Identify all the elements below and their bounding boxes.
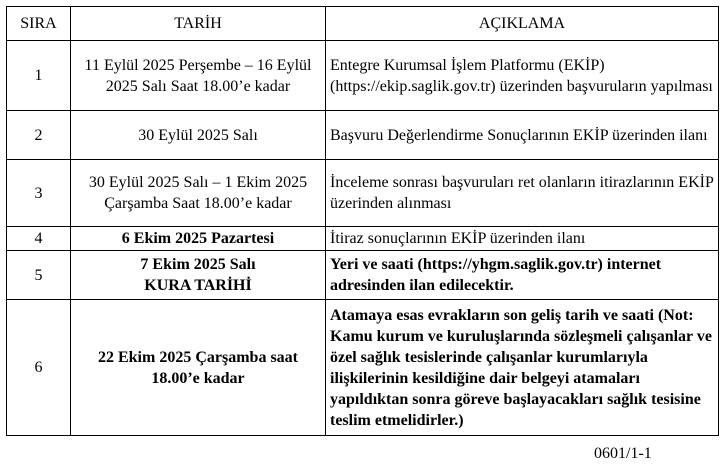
row-date-line: 7 Ekim 2025 Salı — [140, 256, 256, 273]
row-number: 4 — [7, 227, 71, 251]
table-row — [7, 251, 719, 300]
row-number: 5 — [7, 251, 71, 300]
row-date: 6 Ekim 2025 Pazartesi — [71, 227, 326, 251]
row-date: 22 Ekim 2025 Çarşamba saat 18.00’e kadar — [71, 300, 326, 436]
row-date: 11 Eylül 2025 Perşembe – 16 Eylül 2025 Salı Saat 18.00’e kadar — [71, 41, 326, 111]
table-header-row — [7, 7, 719, 41]
row-date: 30 Eylül 2025 Salı – 1 Ekim 2025 Çarşamba Saat 18.00’e kadar — [71, 160, 326, 227]
row-number: 3 — [7, 160, 71, 227]
row-description: Başvuru Değerlendirme Sonuçlarının EKİP üzerinden ilanı — [326, 111, 719, 160]
table-row — [7, 227, 719, 251]
row-date: 30 Eylül 2025 Salı — [71, 111, 326, 160]
schedule-table — [6, 6, 719, 436]
row-number: 6 — [7, 300, 71, 436]
row-number: 2 — [7, 111, 71, 160]
table-row — [7, 111, 719, 160]
row-number: 1 — [7, 41, 71, 111]
row-description: Yeri ve saati (https://yhgm.saglik.gov.tr) internet adresinden ilan edilecektir. — [326, 251, 719, 300]
table-row — [7, 41, 719, 111]
row-date — [71, 251, 326, 300]
header-sira: SIRA — [7, 7, 71, 41]
header-tarih: TARİH — [71, 7, 326, 41]
table-row — [7, 160, 719, 227]
table-row — [7, 300, 719, 436]
page-reference: 0601/1-1 — [594, 445, 652, 462]
row-description: İtiraz sonuçlarının EKİP üzerinden ilanı — [326, 227, 719, 251]
row-description: Atamaya esas evrakların son geliş tarih ve saati (Not: Kamu kurum ve kuruluşlarında sözleşmeli çalışanlar ve özel sağlık tesislerinde çalışanlar kurumlarıyla ilişkilerinin kesildiğine dair belgeyi atamaları yapıldıktan sonra göreve başlayacakları sağlık tesisine teslim etmelidirler.) — [326, 300, 719, 436]
header-aciklama: AÇIKLAMA — [326, 7, 719, 41]
kura-label: KURA TARİHİ — [144, 277, 252, 294]
row-description: Entegre Kurumsal İşlem Platformu (EKİP) (https://ekip.saglik.gov.tr) üzerinden başvuruların yapılması — [326, 41, 719, 111]
row-description: İnceleme sonrası başvuruları ret olanların itirazlarının EKİP üzerinden alınması — [326, 160, 719, 227]
